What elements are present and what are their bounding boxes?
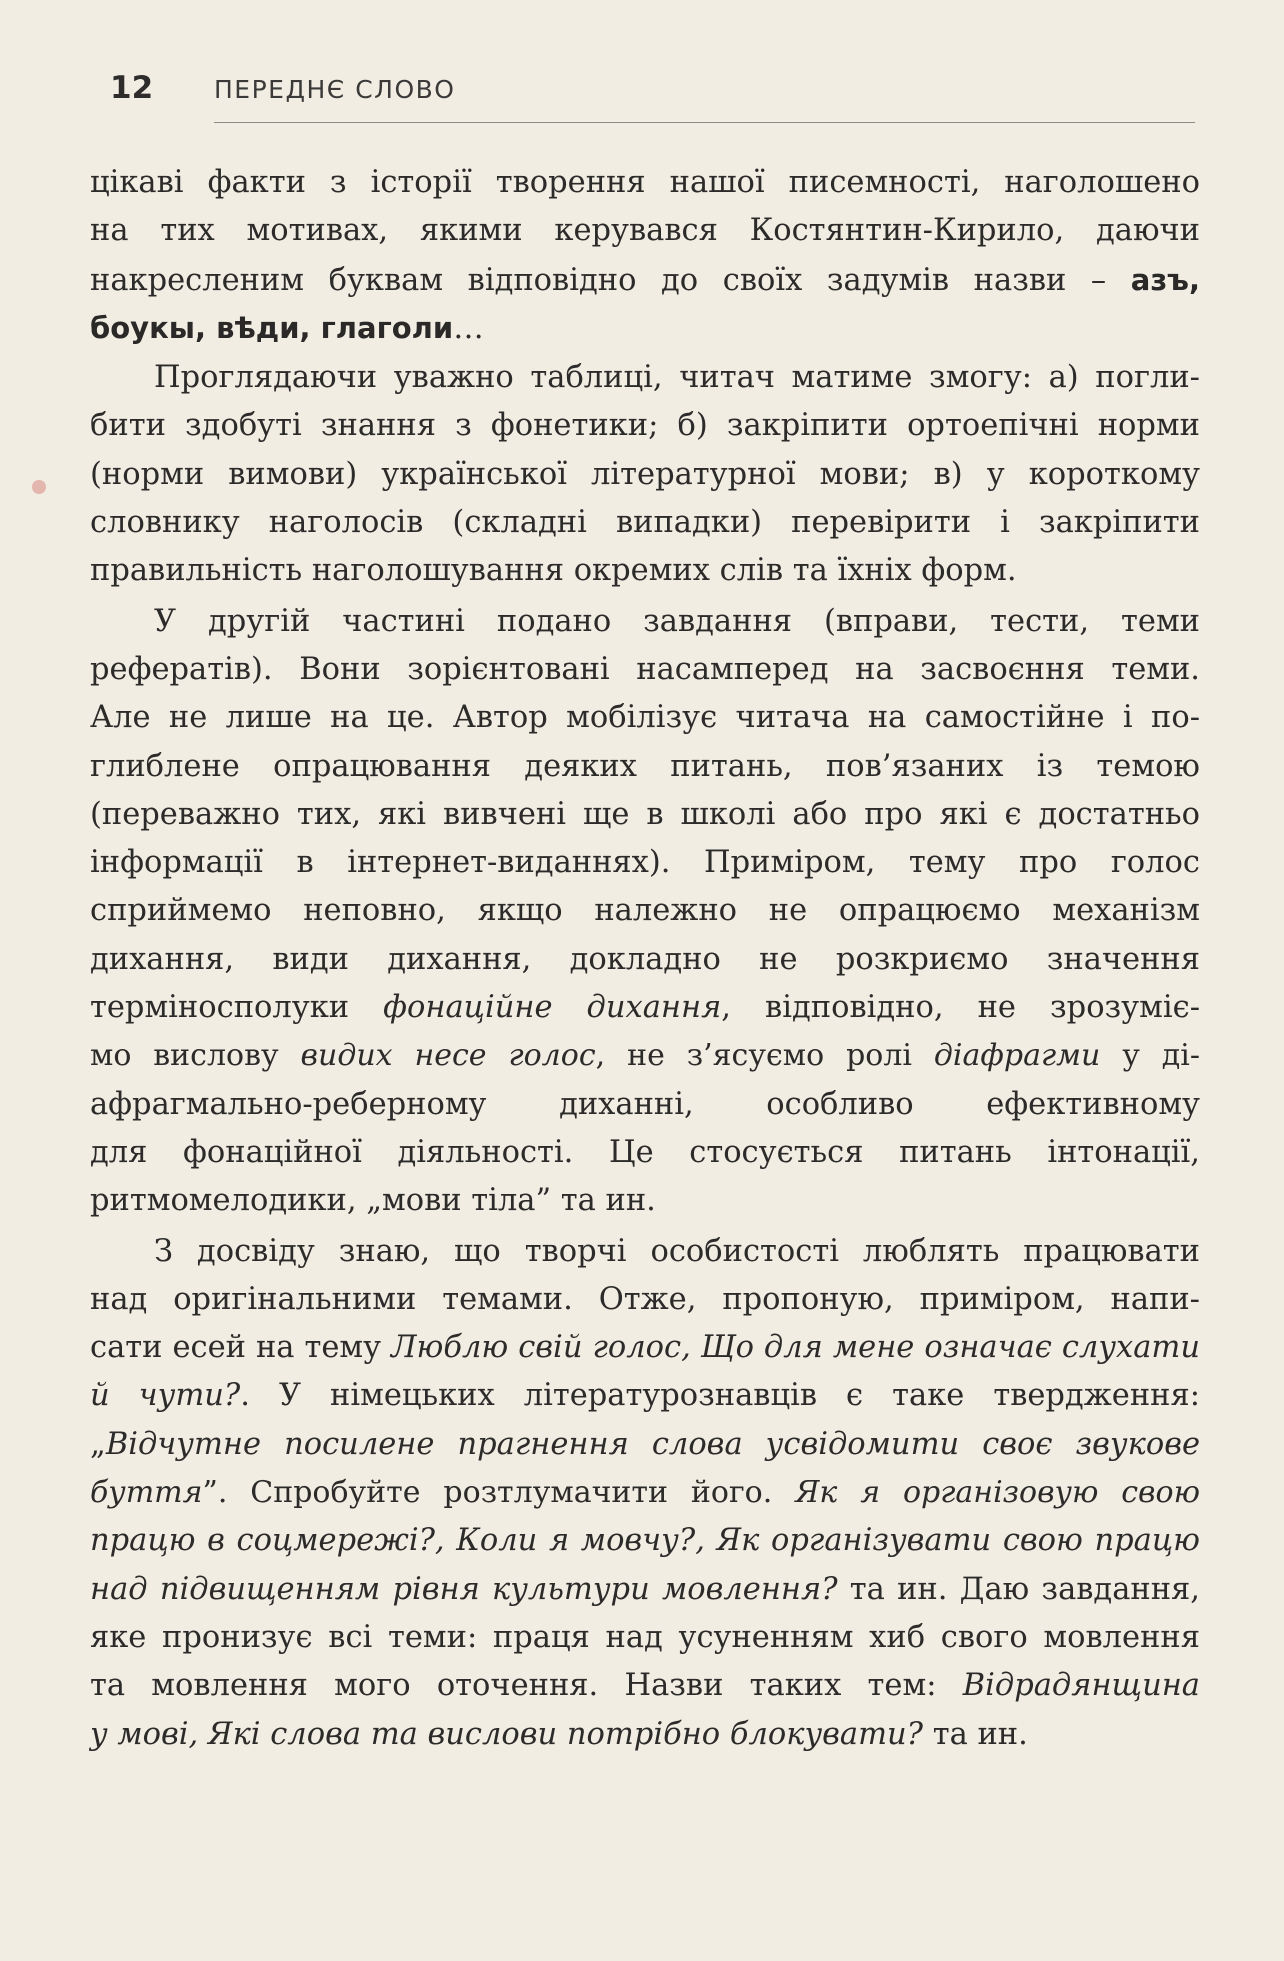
- page-header: [110, 70, 1195, 126]
- italic-term: над підвищенням рівня культури мовлення?: [90, 1571, 838, 1607]
- text-line: боукы, вѣди, глаголи…: [90, 310, 484, 346]
- text-line: терміносполуки фонаційне дихання, відповідно, не зрозуміє-: [90, 990, 1200, 1026]
- old-slavonic-letter-names: боукы, вѣди, глаголи: [90, 310, 454, 345]
- italic-quote: буття: [90, 1475, 203, 1511]
- italic-term: у мові, Які слова та вислови потрібно блокувати?: [90, 1716, 924, 1752]
- text-line: у мові, Які слова та вислови потрібно блокувати? та ин.: [90, 1716, 1028, 1752]
- text-line: „Відчутне посилене прагнення слова усвідомити своє звукове: [90, 1426, 1200, 1462]
- italic-term: Відрадянщина: [962, 1668, 1200, 1704]
- text-line: бити здобуті знання з фонетики; б) закріпити ортоепічні норми: [90, 408, 1200, 444]
- page-number: 12: [110, 70, 154, 106]
- italic-term: Люблю свій голос, Що для мене означає слухати: [391, 1330, 1200, 1366]
- running-head: ПЕРЕДНЄ СЛОВО: [214, 75, 456, 104]
- text-line: над оригінальними темами. Отже, пропоную, приміром, напи-: [90, 1281, 1200, 1317]
- paragraph-start: З досвіду знаю, що творчі особистості люблять працювати: [154, 1233, 1200, 1269]
- text-line: рефератів). Вони зорієнтовані насамперед на засвоєння теми.: [90, 651, 1200, 687]
- text-line: та мовлення мого оточення. Назви таких тем: Відрадянщина: [90, 1668, 1200, 1704]
- text-line: на тих мотивах, якими керувався Костянтин-Кирило, даючи: [90, 213, 1200, 249]
- text-line: глиблене опрацювання деяких питань, пов’язаних із темою: [90, 748, 1200, 784]
- paper-speck: [32, 480, 46, 494]
- italic-term: видих несе голос: [300, 1038, 596, 1074]
- text-line: для фонаційної діяльності. Це стосується питань інтонації,: [90, 1134, 1200, 1170]
- text-line: сати есей на тему Люблю свій голос, Що для мене означає слухати: [90, 1330, 1200, 1366]
- text-line: (переважно тих, які вивчені ще в школі або про які є достатньо: [90, 796, 1200, 832]
- text-line: словнику наголосів (складні випадки) перевірити і закріпити: [90, 505, 1200, 541]
- text-line: мо вислову видих несе голос, не з’ясуємо ролі діафрагми у ді-: [90, 1038, 1200, 1074]
- text-line: над підвищенням рівня культури мовлення? та ин. Даю завдання,: [90, 1571, 1200, 1607]
- text-line: [90, 1517, 1200, 1565]
- text-line: буття”. Спробуйте розтлумачити його. Як я організовую свою: [90, 1475, 1200, 1511]
- text-line: дихання, види дихання, докладно не розкриємо значення: [90, 941, 1200, 977]
- italic-term: й чути?: [90, 1378, 241, 1414]
- italic-term: діафрагми: [933, 1038, 1101, 1074]
- paragraph-start: Проглядаючи уважно таблиці, читач матиме змогу: а) погли-: [154, 360, 1200, 396]
- text-line: й чути?. У німецьких літературознавців є таке твердження:: [90, 1378, 1200, 1414]
- header-rule: [214, 122, 1195, 123]
- text-line: правильність наголошування окремих слів та їхніх форм.: [90, 553, 1017, 589]
- old-slavonic-letter-names: азъ,: [1130, 262, 1200, 297]
- text-line: інформації в інтернет-виданнях). Приміром, тему про голос: [90, 845, 1200, 881]
- italic-term: Як я організовую свою: [795, 1475, 1200, 1511]
- paragraph-start: У другій частині подано завдання (вправи, тести, теми: [154, 603, 1200, 639]
- text-line: (норми вимови) української літературної мови; в) у короткому: [90, 456, 1200, 492]
- text-line: яке пронизує всі теми: праця над усуненням хиб свого мовлення: [90, 1619, 1200, 1655]
- italic-term: працю в соцмережі?, Коли я мовчу?, Як організувати свою працю: [90, 1523, 1200, 1559]
- body-text: [90, 159, 1200, 1759]
- text-line: афрагмально-реберному диханні, особливо ефективному: [90, 1086, 1200, 1122]
- text-line: накресленим буквам відповідно до своїх задумів назви – азъ,: [90, 262, 1200, 298]
- italic-term: фонаційне дихання: [383, 990, 722, 1026]
- text-line: цікаві факти з історії творення нашої писемності, наголошено: [90, 165, 1200, 200]
- text-line: ритмомелодики, „мови тіла” та ин.: [90, 1183, 656, 1219]
- text-line: сприймемо неповно, якщо належно не опрацюємо механізм: [90, 893, 1200, 929]
- italic-quote: Відчутне посилене прагнення слова усвідомити своє звукове: [105, 1426, 1200, 1462]
- text-line: Але не лише на це. Автор мобілізує читача на самостійне і по-: [90, 700, 1200, 736]
